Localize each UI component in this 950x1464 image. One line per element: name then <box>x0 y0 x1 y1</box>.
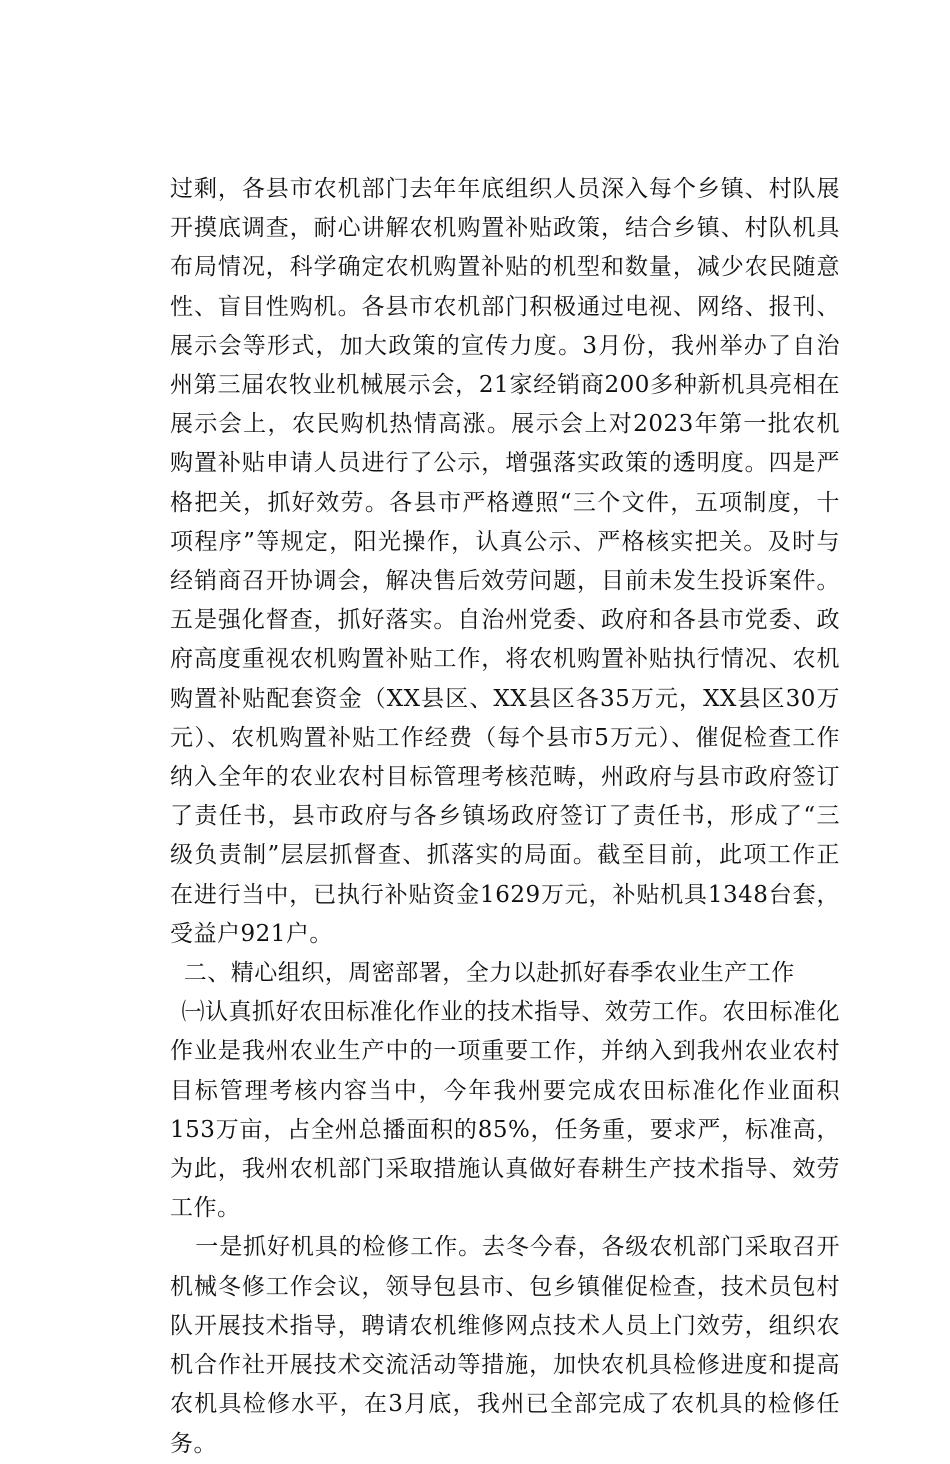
paragraph-subsidy-continuation: 过剩，各县市农机部门去年年底组织人员深入每个乡镇、村队展开摸底调查，耐心讲解农机购置补贴政策，结合乡镇、村队机具布局情况，科学确定农机购置补贴的机型和数量，减少农民随意性、盲目性购机。各县市农机部门积极通过电视、网络、报刊、展示会等形式，加大政策的宣传力度。3月份，我州举办了自治州第三届农牧业机械展示会，21家经销商200多种新机具亮相在展示会上，农民购机热情高涨。展示会上对2023年第一批农机购置补贴申请人员进行了公示，增强落实政策的透明度。四是严格把关，抓好效劳。各县市严格遵照“三个文件，五项制度，十项程序”等规定，阳光操作，认真公示、严格核实把关。及时与经销商召开协调会，解决售后效劳问题，目前未发生投诉案件。五是强化督查，抓好落实。自治州党委、政府和各县市党委、政府高度重视农机购置补贴工作，将农机购置补贴执行情况、农机购置补贴配套资金（XX县区、XX县区各35万元，XX县区30万元）、农机购置补贴工作经费（每个县市5万元）、催促检查工作纳入全年的农业农村目标管理考核范畴，州政府与县市政府签订了责任书，县市政府与各乡镇场政府签订了责任书，形成了“三级负责制”层层抓督查、抓落实的局面。截至目前，此项工作正在进行当中，已执行补贴资金1629万元，补贴机具1348台套，受益户921户。 <box>170 176 840 947</box>
paragraph-field-standardization: ㈠认真抓好农田标准化作业的技术指导、效劳工作。农田标准化作业是我州农业生产中的一项重要工作，并纳入到我州农业农村目标管理考核内容当中，今年我州要完成农田标准化作业面积153万亩，占全州总播面积的85%，任务重，要求严，标准高，为此，我州农机部门采取措施认真做好春耕生产技术指导、效劳工作。 <box>170 999 840 1222</box>
paragraph-machine-repair: 一是抓好机具的检修工作。去冬今春，各级农机部门采取召开机械冬修工作会议，领导包县市、包乡镇催促检查，技术员包村队开展技术指导，聘请农机维修网点技术人员上门效劳，组织农机合作社开展技术交流活动等措施，加快农机具检修进度和提高农机具检修水平，在3月底，我州已全部完成了农机具的检修任务。 <box>170 1234 840 1457</box>
section-heading-two: 二、精心组织，周密部署，全力以赴抓好春季农业生产工作 <box>183 960 795 987</box>
document-body <box>170 170 840 1464</box>
